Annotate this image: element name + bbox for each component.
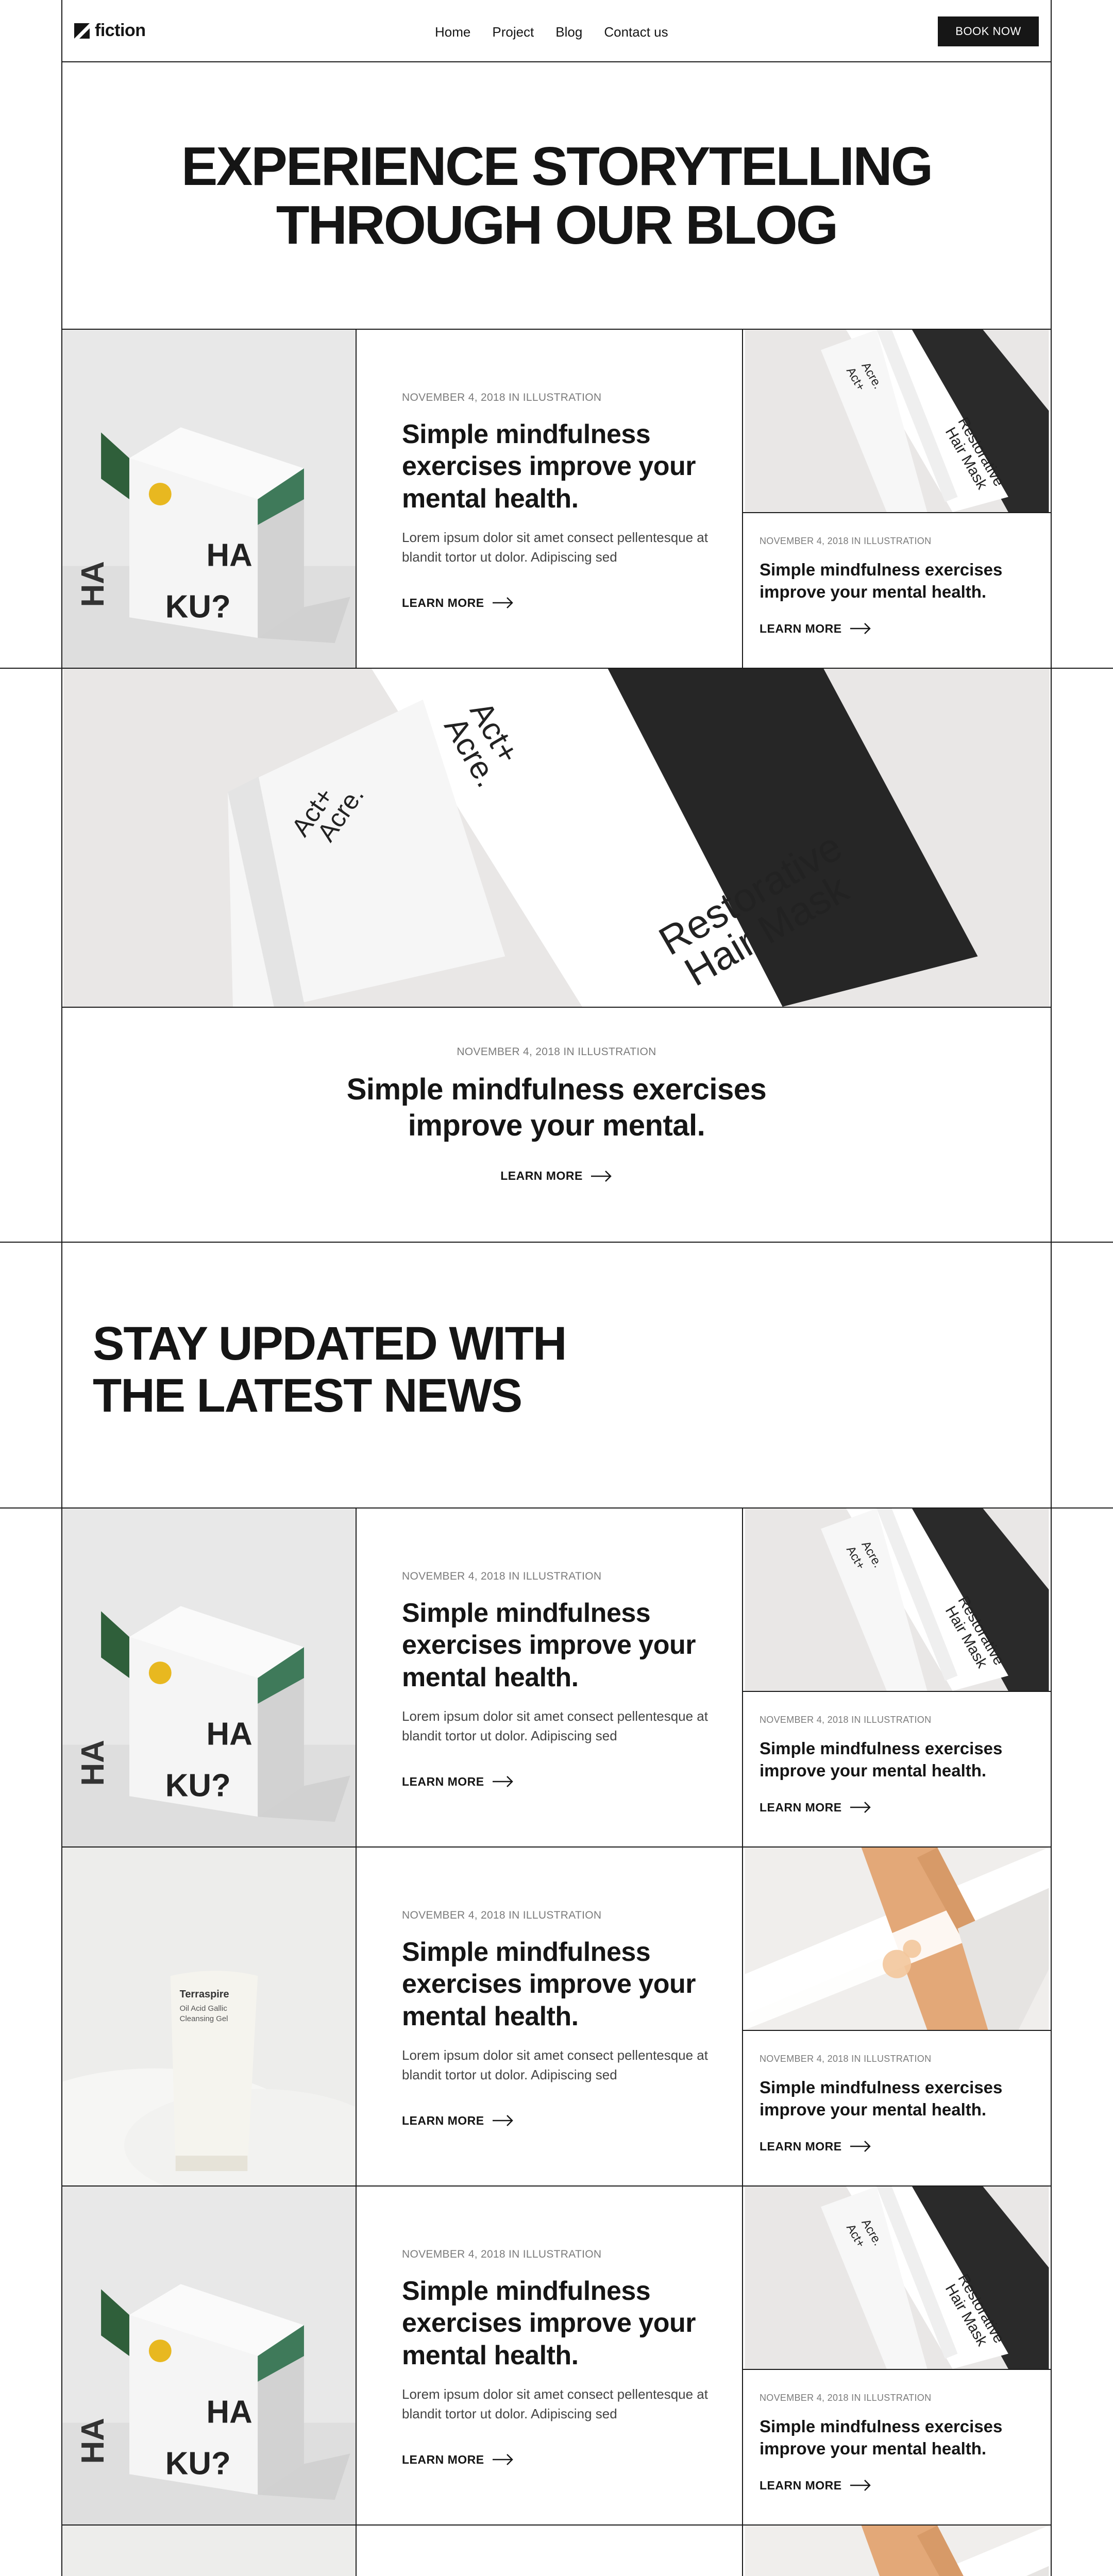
learn-more-label: LEARN MORE	[760, 2478, 842, 2492]
news-title-line2: THE LATEST NEWS	[93, 1369, 522, 1422]
arrow-right-icon	[493, 2453, 514, 2466]
learn-more-link[interactable]	[760, 1801, 1038, 1815]
post-meta: NOVEMBER 4, 2018 IN ILLUSTRATION	[402, 2248, 602, 2260]
featured-title-line2: improve your mental.	[408, 1108, 705, 1142]
grid-line-h	[62, 329, 1051, 330]
product-image	[62, 2187, 356, 2524]
post-meta: NOVEMBER 4, 2018 IN ILLUSTRATION	[760, 2393, 932, 2403]
post-title[interactable]: Simple mindfulness exercises improve your mental health.	[402, 2276, 696, 2370]
post-card	[402, 1570, 711, 1789]
nav-blog[interactable]: Blog	[555, 24, 583, 40]
post-image[interactable]	[62, 1848, 356, 2185]
grid-line-h	[1051, 668, 1113, 669]
learn-more-label: LEARN MORE	[402, 596, 484, 609]
learn-more-label: LEARN MORE	[402, 2113, 484, 2127]
news-title-line1: STAY UPDATED WITH	[93, 1317, 566, 1370]
grid-line-h	[62, 2524, 1051, 2526]
learn-more-link[interactable]	[760, 2479, 1038, 2493]
featured-learn-more-link[interactable]	[62, 1169, 1051, 1183]
grid-line-h	[0, 1242, 1113, 1243]
grid-line-h	[742, 2030, 1051, 2031]
post-image[interactable]	[743, 1848, 1051, 2030]
post-title[interactable]: Simple mindfulness exercises improve your mental health.	[760, 1739, 1003, 1780]
grid-line-left	[61, 0, 62, 2576]
post-card	[402, 2248, 711, 2467]
grid-line-h	[62, 668, 1051, 669]
top-navigation	[62, 0, 1051, 62]
nav-project[interactable]: Project	[492, 24, 534, 40]
hair-mask-wide-image	[62, 669, 1051, 1007]
featured-title-line1: Simple mindfulness exercises	[346, 1073, 767, 1106]
nav-contact[interactable]: Contact us	[604, 24, 668, 40]
grid-line-h	[0, 668, 62, 669]
learn-more-label: LEARN MORE	[500, 1169, 583, 1183]
featured-card	[62, 1046, 1051, 1183]
grid-line-col	[742, 329, 743, 669]
post-image[interactable]	[743, 330, 1051, 512]
post-card	[402, 1909, 711, 2128]
post-title[interactable]: Simple mindfulness exercises improve your mental health.	[402, 1598, 696, 1692]
post-image[interactable]	[62, 330, 356, 668]
arrow-right-icon	[591, 1170, 613, 1182]
product-image	[743, 1509, 1051, 1691]
grid-line-col	[356, 329, 357, 669]
grid-line-col	[742, 1507, 743, 2576]
learn-more-link[interactable]	[760, 622, 1038, 636]
post-image[interactable]	[62, 2187, 356, 2524]
grid-line-h	[62, 1007, 1051, 1008]
post-title[interactable]: Simple mindfulness exercises improve your mental health.	[402, 1937, 696, 2031]
post-title[interactable]: Simple mindfulness exercises improve your mental health.	[402, 419, 696, 514]
product-image	[62, 1509, 356, 1846]
product-image	[743, 2187, 1051, 2369]
post-excerpt: Lorem ipsum dolor sit amet consect pellentesque at blandit tortor ut dolor. Adipiscing sed	[402, 2386, 708, 2421]
featured-title[interactable]	[62, 1072, 1051, 1143]
nav-links	[435, 24, 668, 40]
learn-more-label: LEARN MORE	[760, 2139, 842, 2153]
post-meta: NOVEMBER 4, 2018 IN ILLUSTRATION	[760, 2054, 932, 2064]
grid-line-h	[742, 1691, 1051, 1692]
grid-line-h	[62, 2185, 1051, 2187]
grid-line-h	[742, 2369, 1051, 2370]
logo[interactable]	[74, 21, 145, 41]
post-meta: NOVEMBER 4, 2018 IN ILLUSTRATION	[760, 1715, 932, 1725]
post-meta: NOVEMBER 4, 2018 IN ILLUSTRATION	[402, 1909, 602, 1921]
logo-text: fiction	[95, 21, 146, 40]
grid-line-h	[0, 1507, 1113, 1509]
post-card-small	[760, 2054, 1038, 2154]
post-image[interactable]	[743, 2526, 1051, 2576]
arrow-right-icon	[493, 2114, 514, 2127]
learn-more-label: LEARN MORE	[760, 1800, 842, 1814]
post-title[interactable]: Simple mindfulness exercises improve your mental health.	[760, 560, 1003, 601]
arrow-right-icon	[850, 622, 872, 635]
post-title[interactable]: Simple mindfulness exercises improve your mental health.	[760, 2078, 1003, 2119]
post-image[interactable]	[62, 1509, 356, 1846]
product-image	[743, 1848, 1051, 2030]
hair-mask-image	[743, 330, 1051, 512]
post-image[interactable]	[743, 1509, 1051, 1691]
learn-more-label: LEARN MORE	[402, 2452, 484, 2466]
arrow-right-icon	[493, 1775, 514, 1788]
arrow-right-icon	[850, 1801, 872, 1814]
hero-title	[181, 137, 932, 255]
learn-more-link[interactable]	[402, 2453, 711, 2467]
featured-image[interactable]	[62, 669, 1051, 1007]
grid-line-h	[62, 61, 1051, 62]
news-section-title	[93, 1318, 566, 1422]
post-card-small	[760, 536, 1038, 636]
learn-more-label: LEARN MORE	[402, 1774, 484, 1788]
post-excerpt: Lorem ipsum dolor sit amet consect pellentesque at blandit tortor ut dolor. Adipiscing sed	[402, 530, 708, 565]
post-card-small	[760, 2393, 1038, 2493]
learn-more-link[interactable]	[402, 596, 711, 610]
arrow-right-icon	[850, 2479, 872, 2492]
learn-more-label: LEARN MORE	[760, 621, 842, 635]
grid-line-h	[62, 1846, 1051, 1848]
post-meta: NOVEMBER 4, 2018 IN ILLUSTRATION	[402, 392, 602, 403]
hero-title-line1: EXPERIENCE STORYTELLING	[181, 135, 932, 197]
post-excerpt: Lorem ipsum dolor sit amet consect pellentesque at blandit tortor ut dolor. Adipiscing sed	[402, 1708, 708, 1743]
learn-more-link[interactable]	[760, 2140, 1038, 2154]
hero-title-line2: THROUGH OUR BLOG	[276, 195, 837, 256]
grid-line-h	[742, 512, 1051, 513]
grid-line-col	[356, 1507, 357, 2576]
post-card-small	[760, 1715, 1038, 1815]
post-title[interactable]: Simple mindfulness exercises improve your mental health.	[760, 2417, 1003, 2458]
post-excerpt: Lorem ipsum dolor sit amet consect pellentesque at blandit tortor ut dolor. Adipiscing sed	[402, 2047, 708, 2082]
arrow-right-icon	[850, 2140, 872, 2153]
post-image[interactable]	[62, 2526, 356, 2576]
book-now-button[interactable]: BOOK NOW	[938, 16, 1039, 46]
post-meta: NOVEMBER 4, 2018 IN ILLUSTRATION	[760, 536, 932, 546]
post-card	[402, 392, 711, 610]
post-image[interactable]	[743, 2187, 1051, 2369]
learn-more-link[interactable]	[402, 1775, 711, 1789]
nav-home[interactable]: Home	[435, 24, 471, 40]
haku-box-image	[62, 330, 356, 668]
product-image	[62, 1848, 356, 2185]
product-image	[743, 2526, 1051, 2576]
featured-meta: NOVEMBER 4, 2018 IN ILLUSTRATION	[457, 1046, 656, 1058]
arrow-right-icon	[493, 597, 514, 609]
hero	[62, 62, 1051, 330]
learn-more-link[interactable]	[402, 2114, 711, 2128]
product-image	[62, 2526, 356, 2576]
grid-line-right	[1051, 0, 1052, 2576]
post-meta: NOVEMBER 4, 2018 IN ILLUSTRATION	[402, 1570, 602, 1582]
logo-icon	[74, 23, 90, 39]
